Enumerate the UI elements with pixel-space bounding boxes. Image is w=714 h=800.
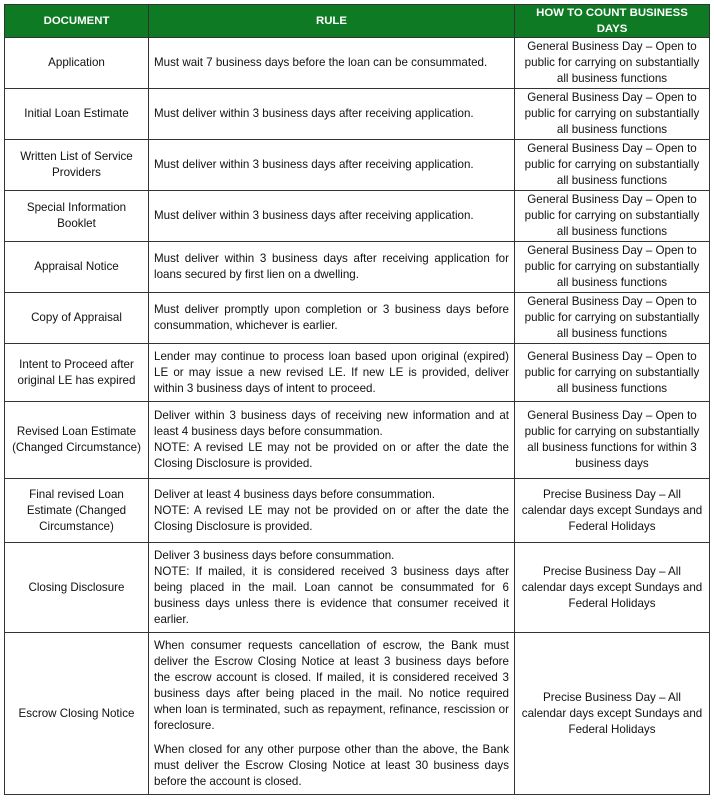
rule-cell [149, 293, 515, 344]
table-row [5, 402, 710, 479]
table-row [5, 479, 710, 543]
count-cell: General Business Day – Open to public for carrying on substantially all business functions [515, 140, 710, 191]
rule-paragraph: NOTE: A revised LE may not be provided on or after the date the Closing Disclosure is provided. [154, 441, 509, 470]
rule-cell [149, 479, 515, 543]
rule-paragraph: Must deliver within 3 business days after receiving application. [154, 107, 474, 120]
count-cell: Precise Business Day – All calendar days except Sundays and Federal Holidays [515, 543, 710, 633]
rule-cell [149, 402, 515, 479]
document-cell: Appraisal Notice [5, 242, 149, 293]
count-cell: General Business Day – Open to public for carrying on substantially all business functions [515, 191, 710, 242]
business-days-table-wrapper [4, 4, 709, 795]
rule-cell [149, 38, 515, 89]
rule-cell [149, 543, 515, 633]
count-cell: General Business Day – Open to public for carrying on substantially all business functions [515, 89, 710, 140]
rule-cell [149, 89, 515, 140]
table-row [5, 543, 710, 633]
document-cell: Special Information Booklet [5, 191, 149, 242]
rule-paragraph: Must deliver promptly upon completion or 3 business days before consummation, whichever is earlier. [154, 303, 509, 332]
header-row [5, 5, 710, 38]
rule-cell [149, 633, 515, 795]
rule-paragraph: Must deliver within 3 business days after receiving application for loans secured by first lien on a dwelling. [154, 252, 509, 281]
table-row [5, 293, 710, 344]
rule-paragraph: Deliver 3 business days before consummation. [154, 548, 395, 562]
header-rule: RULE [149, 5, 515, 38]
document-cell: Closing Disclosure [5, 543, 149, 633]
count-cell: Precise Business Day – All calendar days except Sundays and Federal Holidays [515, 479, 710, 543]
rule-paragraph: Lender may continue to process loan based upon original (expired) LE or may issue a new revised LE. If new LE is provided, deliver within 3 business days of intent to proceed. [154, 349, 509, 395]
rule-paragraph: When consumer requests cancellation of escrow, the Bank must deliver the Escrow Closing Notice at least 3 business days before the escrow account is closed. If mailed, it is considered received 3 business days after being placed in the mail. No notice required when loan is terminated, such as repayment, refinance, rescission or foreclosure. [154, 638, 509, 732]
rule-cell [149, 191, 515, 242]
document-cell: Intent to Proceed after original LE has expired [5, 344, 149, 402]
table-row [5, 344, 710, 402]
rule-cell [149, 242, 515, 293]
header-count: HOW TO COUNT BUSINESS DAYS [515, 5, 710, 38]
table-row [5, 38, 710, 89]
rule-paragraph: Deliver within 3 business days of receiving new information and at least 4 business days before consummation. [154, 409, 509, 438]
document-cell: Copy of Appraisal [5, 293, 149, 344]
table-row [5, 89, 710, 140]
rule-paragraph: Must deliver within 3 business days after receiving application. [154, 158, 474, 171]
table-row [5, 191, 710, 242]
rule-cell [149, 344, 515, 402]
document-cell: Revised Loan Estimate (Changed Circumstance) [5, 402, 149, 479]
rule-cell [149, 140, 515, 191]
document-cell: Written List of Service Providers [5, 140, 149, 191]
count-cell: General Business Day – Open to public for carrying on substantially all business functions [515, 293, 710, 344]
table-row [5, 633, 710, 795]
count-cell: General Business Day – Open to public for carrying on substantially all business functions [515, 38, 710, 89]
rule-paragraph: Must deliver within 3 business days after receiving application. [154, 209, 474, 222]
count-cell: Precise Business Day – All calendar days except Sundays and Federal Holidays [515, 633, 710, 795]
table-row [5, 140, 710, 191]
document-cell: Initial Loan Estimate [5, 89, 149, 140]
table-body [5, 38, 710, 795]
rule-paragraph: When closed for any other purpose other than the above, the Bank must deliver the Escrow Closing Notice at least 30 business days before the account is closed. [154, 742, 509, 788]
document-cell: Application [5, 38, 149, 89]
count-cell: General Business Day – Open to public for carrying on substantially all business functions for within 3 business days [515, 402, 710, 479]
document-cell: Escrow Closing Notice [5, 633, 149, 795]
rule-paragraph: Deliver at least 4 business days before consummation. [154, 487, 435, 501]
table-row [5, 242, 710, 293]
document-cell: Final revised Loan Estimate (Changed Circumstance) [5, 479, 149, 543]
rule-paragraph: NOTE: If mailed, it is considered received 3 business days after being placed in the mail. Loan cannot be consummated for 6 business days unless there is evidence that consumer received it earlier. [154, 564, 509, 626]
business-days-table [4, 4, 710, 795]
count-cell: General Business Day – Open to public for carrying on substantially all business functions [515, 242, 710, 293]
rule-paragraph: Must wait 7 business days before the loan can be consummated. [154, 56, 488, 69]
rule-paragraph: NOTE: A revised LE may not be provided on or after the date the Closing Disclosure is provided. [154, 503, 509, 533]
header-document: DOCUMENT [5, 5, 149, 38]
table-header [5, 5, 710, 38]
count-cell: General Business Day – Open to public for carrying on substantially all business functions [515, 344, 710, 402]
